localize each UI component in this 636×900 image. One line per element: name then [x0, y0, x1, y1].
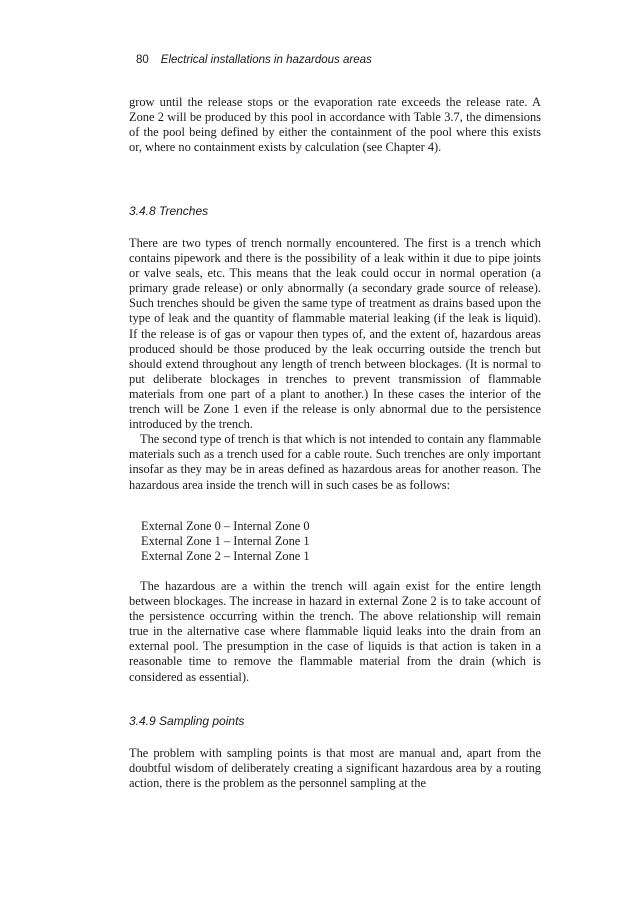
- zone-list: [141, 519, 310, 564]
- intro-paragraph-block: [129, 95, 541, 155]
- running-head: [136, 54, 372, 66]
- trenches-paragraph-3-block: [129, 579, 541, 685]
- section-heading-sampling-points: 3.4.9 Sampling points: [129, 714, 245, 728]
- trenches-paragraph-3: The hazardous are a within the trench will again exist for the entire length between blockages. The increase in hazard in external Zone 2 is to take account of the persistence occurring within the trench. The above relationship will remain true in the alternative case where flammable liquid leaks into the drain from an external pool. The presumption in the case of liquids is that action is taken in a reasonable time to remove the flammable material from the drain (which is considered as essential).: [129, 579, 541, 684]
- sampling-paragraph-1: The problem with sampling points is that most are manual and, apart from the doubtful wisdom of deliberately creating a significant hazardous area by a routing action, there is the problem as the personnel sampling at the: [129, 746, 541, 791]
- trenches-body-block: [129, 236, 541, 493]
- zone-list-item: External Zone 2 – Internal Zone 1: [141, 549, 310, 564]
- zone-list-item: External Zone 0 – Internal Zone 0: [141, 519, 310, 533]
- running-head-title: Electrical installations in hazardous areas: [160, 54, 372, 66]
- trenches-paragraph-1: There are two types of trench normally encountered. The first is a trench which contains pipework and there is the possibility of a leak within it due to pipe joints or valve seals, etc. This means that the leak could occur in normal operation (a primary grade release) or only abnormally (a secondary grade source of release). Such trenches should be given the same type of treatment as drains based upon the type of leak and the quantity of flammable material leaking (if the leak is liquid). If the release is of gas or vapour then types of, and the extent of, hazardous areas produced should be those produced by the leak occurring outside the trench but should extend throughout any length of trench between blockages. (It is normal to put deliberate blockages in trenches to prevent transmission of flammable materials from one part of a plant to another.) In these cases the interior of the trench will be Zone 1 even if the release is only abnormal due to the persistence introduced by the trench.: [129, 236, 541, 432]
- zone-list-item: External Zone 1 – Internal Zone 1: [141, 534, 310, 549]
- section-heading-trenches: 3.4.8 Trenches: [129, 204, 209, 218]
- intro-paragraph: grow until the release stops or the evaporation rate exceeds the release rate. A Zone 2 will be produced by this pool in accordance with Table 3.7, the dimensions of the pool being defined by either the containment of the pool where this exists or, where no containment exists by calculation (see Chapter 4).: [129, 95, 541, 155]
- trenches-paragraph-2: The second type of trench is that which is not intended to contain any flammable materials such as a trench used for a cable route. Such trenches are only important insofar as they may be in areas defined as hazardous areas for another reason. The hazardous area inside the trench will in such cases be as follows:: [129, 432, 541, 492]
- page-number: 80: [136, 54, 149, 66]
- sampling-body-block: [129, 746, 541, 791]
